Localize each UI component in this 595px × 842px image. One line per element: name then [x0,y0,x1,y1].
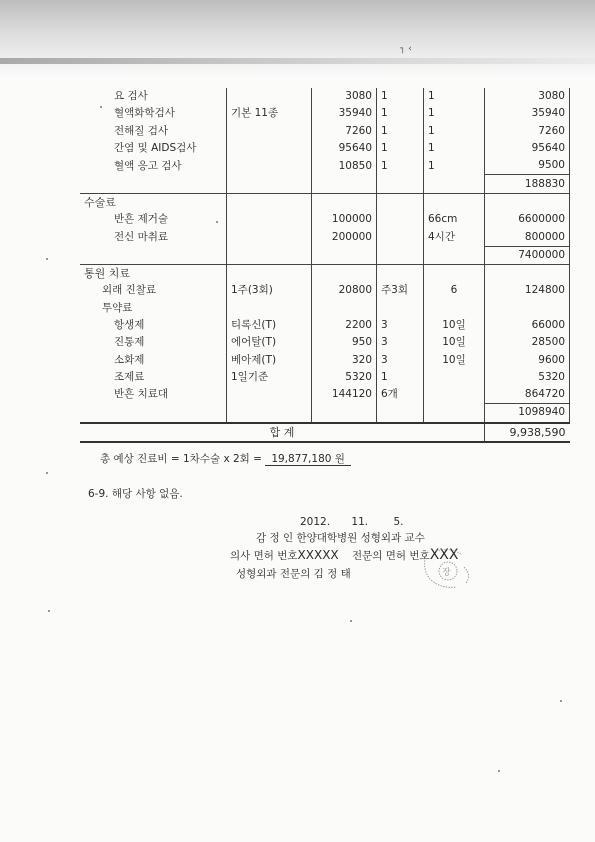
empty-cell [377,404,424,423]
scan-speck [100,106,102,108]
cost-table-body [80,88,570,442]
item-name: 요 검사 [114,90,148,103]
grand-total-amount: 9,938,590 [485,423,570,442]
item-amount: 6600000 [485,211,570,228]
empty-cell [424,193,485,211]
item-price: 200000 [312,228,377,246]
item-note [227,211,312,228]
item-qty: 1 [377,369,424,386]
table-row [80,369,570,386]
item-note [227,157,312,175]
scan-speck [46,258,48,260]
item-name: 조제료 [114,370,145,383]
table-row [80,88,570,105]
item-qty [377,211,424,228]
specialist-number: XXX [429,547,459,563]
scan-shadow [0,0,595,78]
item-price: 950 [312,334,377,351]
table-row [80,105,570,122]
empty-cell [227,264,312,282]
item-name: 혈액 응고 검사 [114,159,182,172]
item-amount: 864720 [485,386,570,404]
item-note [227,140,312,157]
subtotal-amount: 7400000 [485,246,570,264]
item-days: 1 [424,123,485,140]
specialist-label: 전문의 면허 번호 [352,550,430,562]
table-row [80,123,570,140]
empty-cell [312,300,377,317]
item-qty: 1 [377,88,424,105]
item-days: 10일 [424,317,485,334]
item-note: 티록신(T) [227,317,312,334]
item-amount: 9500 [485,157,570,175]
item-note: 1주(3회) [227,282,312,299]
empty-cell [312,404,377,423]
empty-cell [424,175,485,193]
item-price: 10850 [312,157,377,175]
section-header-row [80,193,570,211]
section-title-drugs: 투약료 [102,301,133,314]
item-name: 소화제 [114,353,145,366]
empty-cell [227,404,312,423]
item-qty: 3 [377,317,424,334]
item-price: 5320 [312,369,377,386]
item-days: 1 [424,105,485,122]
table-row [80,211,570,228]
table-row [80,351,570,368]
item-name: 전해질 검사 [114,124,169,137]
empty-cell [312,193,377,211]
item-name: 항생제 [114,319,145,331]
item-price: 20800 [312,282,377,299]
item-days: 1 [424,140,485,157]
sign-date [300,516,403,528]
item-price: 100000 [312,211,377,228]
empty-cell [424,264,485,282]
estimate-line [100,451,351,466]
item-days: 1 [424,157,485,175]
table-row [80,140,570,157]
scan-speck [560,700,562,702]
item-days: 10일 [424,334,485,351]
empty-cell [485,300,570,317]
table-row [80,228,570,246]
subtotal-row [80,404,570,423]
item-note [227,88,312,105]
scan-speck [498,770,500,772]
item-days: 10일 [424,351,485,368]
item-note [227,386,312,404]
item-note [227,228,312,246]
item-note: 기본 11종 [227,105,312,122]
drug-header-row [80,300,570,317]
estimate-label: 총 예상 진료비 = 1차수술 x 2회 = [100,453,262,465]
item-note [227,123,312,140]
item-qty: 3 [377,351,424,368]
date-month: 11. [351,516,369,528]
item-amount: 800000 [485,228,570,246]
item-days: 1 [424,88,485,105]
item-qty [377,228,424,246]
table-row [80,282,570,299]
estimate-amount: 19,877,180 원 [265,453,351,466]
empty-cell [312,264,377,282]
subtotal-amount: 188830 [485,175,570,193]
scan-speck [48,610,50,612]
scan-speck [216,221,218,223]
empty-cell [80,175,227,193]
empty-cell [377,175,424,193]
empty-cell [424,300,485,317]
item-qty: 1 [377,140,424,157]
item-price: 35940 [312,105,377,122]
item-qty: 1 [377,157,424,175]
grand-total-row [80,423,570,442]
item-name: 간염 및 AIDS검사 [114,142,197,155]
item-name: 전신 마취료 [114,230,169,243]
item-days [424,386,485,404]
table-row [80,386,570,404]
item-amount: 5320 [485,369,570,386]
empty-cell [377,193,424,211]
empty-cell [377,246,424,264]
empty-cell [312,246,377,264]
empty-cell [80,246,227,264]
item-name: 반흔 제거술 [114,213,169,226]
item-qty: 3 [377,334,424,351]
item-price: 95640 [312,140,377,157]
item-price: 320 [312,351,377,368]
table-row [80,317,570,334]
scan-speck [350,620,352,622]
item-price: 7260 [312,123,377,140]
grand-total-label: 합 계 [80,423,485,442]
item-name: 진통제 [114,336,145,349]
empty-cell [424,404,485,423]
empty-cell [227,246,312,264]
item-price: 2200 [312,317,377,334]
subtotal-row [80,246,570,264]
section-header-row [80,264,570,282]
item-note: 에어탈(T) [227,334,312,351]
subtotal-row [80,175,570,193]
table-row [80,157,570,175]
scan-speck [46,472,48,474]
item-name: 반흔 치료대 [114,388,169,401]
item-days: 66cm [424,211,485,228]
item-days: 4시간 [424,228,485,246]
empty-cell [227,175,312,193]
section-title-surgery: 수술료 [80,193,227,211]
item-amount: 124800 [485,282,570,299]
license-label: 의사 면허 번호 [230,550,298,562]
section-note: 6-9. 해당 사항 없음. [88,488,183,500]
item-qty: 1 [377,123,424,140]
section-title-outpatient: 통원 치료 [80,264,227,282]
item-amount: 3080 [485,88,570,105]
item-qty: 주3회 [377,282,424,299]
item-name: 외래 진찰료 [102,284,157,297]
item-name: 혈액화학검사 [114,107,175,120]
subtotal-amount: 1098940 [485,404,570,423]
item-amount: 95640 [485,140,570,157]
item-amount: 9600 [485,351,570,368]
seal-text: 장 [442,568,451,578]
table-row [80,334,570,351]
license-number: XXXXX [297,548,339,562]
item-note: 베아제(T) [227,351,312,368]
empty-cell [485,264,570,282]
examiner-line: 감 정 인 한양대학병원 성형외과 교수 [256,532,425,544]
doctor-name-line: 성형외과 전문의 김 정 태 [236,568,351,580]
empty-cell [377,264,424,282]
seal-stamp [418,545,480,593]
item-days: 6 [424,282,485,299]
scan-mark: ┐ ‹ [400,44,412,54]
empty-cell [227,193,312,211]
empty-cell [312,175,377,193]
item-amount: 35940 [485,105,570,122]
empty-cell [377,300,424,317]
item-note: 1일기준 [227,369,312,386]
item-amount: 28500 [485,334,570,351]
date-day: 5. [393,516,404,528]
date-year: 2012. [300,516,331,528]
cost-table [80,88,570,443]
empty-cell [424,246,485,264]
item-qty: 6개 [377,386,424,404]
item-days [424,369,485,386]
empty-cell [80,404,227,423]
empty-cell [485,193,570,211]
item-amount: 7260 [485,123,570,140]
item-price: 144120 [312,386,377,404]
item-qty: 1 [377,105,424,122]
empty-cell [227,300,312,317]
item-amount: 66000 [485,317,570,334]
item-price: 3080 [312,88,377,105]
